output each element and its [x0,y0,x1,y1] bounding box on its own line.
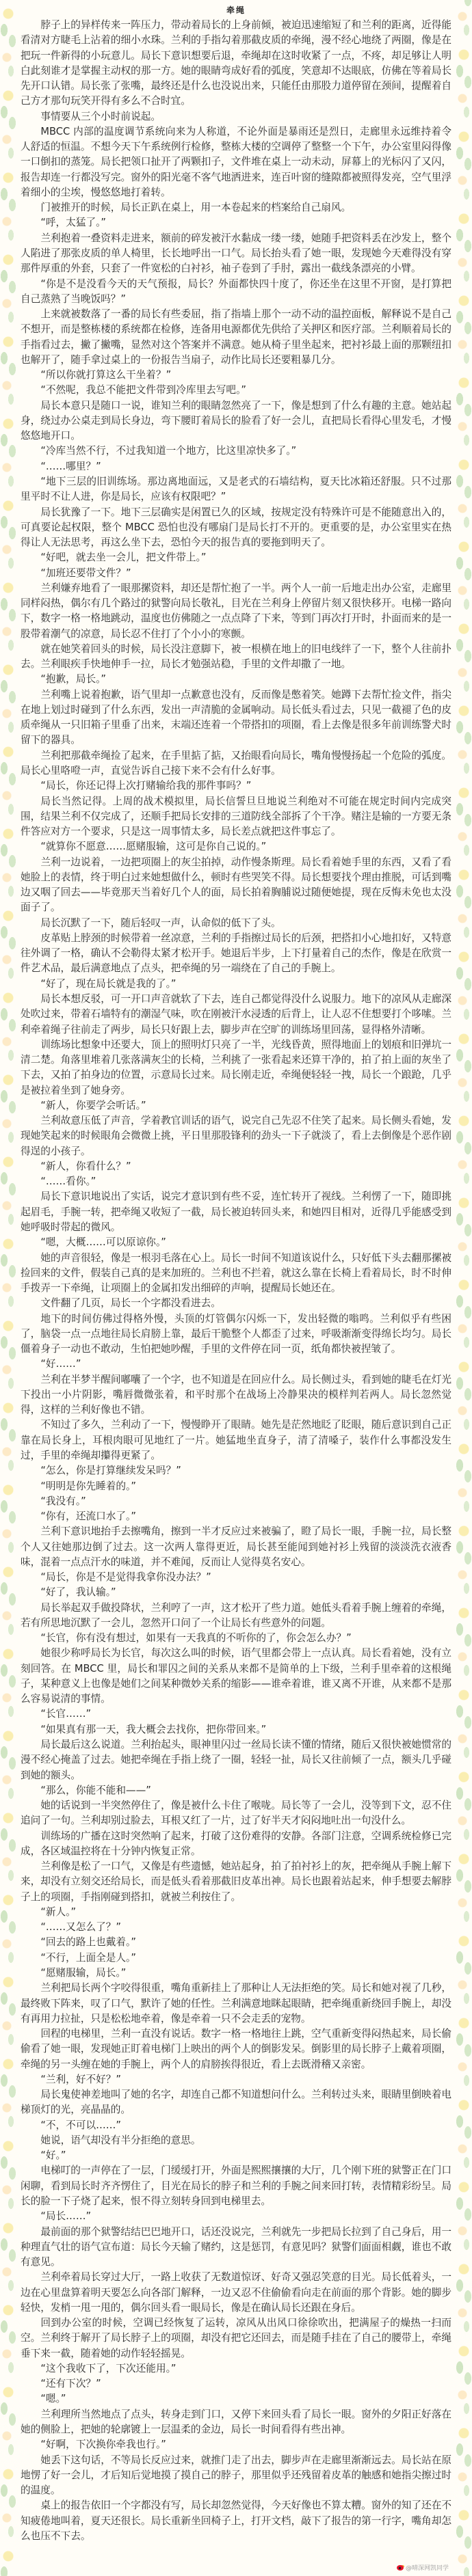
paragraph: 回到办公室的时候，空调已经恢复了运转，凉风从出风口徐徐吹出，把满屋子的燥热一扫而空。兰利终于解开了局长脖子上的项圈，却没有把它还回去，而是随手挂在了自己的腰带上，牵绳垂下来一截，随着她的动作轻轻摇晃。 [21,2317,451,2359]
paragraph: 局长本想反驳，可一开口声音就软了下去，连自己都觉得没什么说服力。地下的凉风从走廊深处吹过来，带着石墙特有的潮湿气味，吹在刚被汗水浸透的后背上，让人忍不住想要打个哆嗦。兰利牵着绳子往前走了两步，局长只好跟上去，脚步声在空旷的训练场里回荡，显得格外清晰。 [21,993,451,1035]
paragraph: 兰利像是松了一口气，又像是有些遗憾，她站起身，拍了拍衬衫上的灰，把牵绳从手腕上解下来，却没有立刻交还给局长，而是低头看着那截旧皮革出神。局长也跟着站起来，伸手想要去解脖子上的项圈，手指刚碰到搭扣，就被兰利按住了。 [21,1860,451,1903]
paragraph: 局长当然记得。上周的战术模拟里，局长信誓旦旦地说兰利绝对不可能在规定时间内完成突围，结果兰利不仅完成了，还顺手把局长安排的三道防线全部拆了个干净。赌注是输的一方要无条件答应对方一个要求，只是这一周事情太多，局长差点就把这件事忘了。 [21,795,451,838]
paragraph: 脖子上的异样传来一阵压力，带动着局长的上身前倾，被迫迅速缩短了和兰利的距离，近得能看清对方睫毛上沾着的细小水珠。兰利的手指勾着那截皮质的牵绳，漫不经心地绕了两圈，像是在把玩一件新得的小玩意儿。局长下意识想要后退，牵绳却在这时收紧了一点，不疼，却足够让人明白此刻谁才是掌握主动权的那一方。她的眼睛弯成好看的弧度，笑意却不达眼底，仿佛在等着局长先开口认错。局长张了张嘴，最终还是什么也没说出来，只能任由那股力道停留在颈间，提醒着自己方才那句玩笑开得有多么不合时宜。 [21,19,451,107]
paragraph: 训练场的广播在这时突然响了起来，打破了这份难得的安静。各部门注意，空调系统检修已完成，各区域温控将在十分钟内恢复正常。 [21,1830,451,1857]
paragraph: 就在她笑着回头的时候，局长没注意脚下，被一根横在地上的旧电线绊了一下，整个人往前扑去。兰利眼疾手快地伸手一拉，局长才勉强站稳，手里的文件却撒了一地。 [21,642,451,670]
paragraph: “好了，现在局长就是我的了。” [40,977,176,990]
paragraph: “地下三层的旧训练场。那边离地面远，又是老式的石墙结构，夏天比冰箱还舒服。只不过那里平时不让人进，你是局长，应该有权限吧？” [21,475,451,503]
paragraph: “……看你。” [40,1176,96,1188]
decorative-border-left [0,0,16,2576]
paragraph: “嗯。” [40,2393,66,2405]
paragraph: 兰利嫌弃地看了一眼那摞资料，却还是帮忙抱了一半。两个人一前一后地走出办公室，走廊里同样闷热，偶尔有几个路过的狱警向局长敬礼，目光在兰利身上停留片刻又很快移开。电梯一路向下，数字一格一格地跳动，温度也仿佛随之一点点降了下来，等到门再次打开时，扑面而来的是一股带着潮气的凉意，局长忍不住打了个小小的寒颤。 [21,582,451,640]
paragraph: “新人，你要学会听话。” [40,1099,146,1111]
paragraph: “……哪里？” [40,460,101,472]
paragraph: 她很少称呼局长为长官，每次这么叫的时候，语气里都会带上一点认真。局长看着她，没有立刻回答。在 MBCC 里，局长和罪囚之间的关系从来都不是简单的上下级，兰利手里牵着的这根绳子，某种意义上也像是她们之间某种微妙关系的缩影——谁牵着谁，谁又离不开谁，从来都不是那么容易说清的事情。 [21,1647,451,1705]
paragraph: “长官，你有没有想过，如果有一天我真的不听你的了，你会怎么办？” [40,1632,352,1644]
story-body [21,18,451,2544]
paragraph: 皮革贴上脖颈的时候带着一丝凉意，兰利的手指擦过局长的后颈，把搭扣小心地扣好，又特意往外调了一格，确认不会勒得太紧才松开手。她退后半步，上下打量着自己的杰作，像是在欣赏一件艺术品，最后满意地点了点头，把牵绳的另一端绕在了自己的手腕上。 [21,932,451,975]
paragraph: 她丢下这句话，不等局长反应过来，就推门走了出去，脚步声在走廊里渐渐远去。局长站在原地愣了好一会儿，才后知后觉地摸了摸自己的脖子，那里似乎还残留着皮革的触感和她指尖擦过时的温度。 [21,2454,451,2497]
paragraph: 兰利下意识地抬手去擦嘴角，擦到一半才反应过来被骗了，瞪了局长一眼，手腕一拉，局长整个人又往她那边倒了过去。这一次两人靠得更近，局长甚至能闻到她衬衫上残留的淡淡洗衣液香味，混着一点点汗水的味道，并不难闻，反而让人觉得莫名安心。 [21,1526,451,1568]
paragraph: “那么，你能不能和——” [40,1784,151,1796]
paragraph: 局长下意识地说出了实话，说完才意识到有些不妥，连忙转开了视线。兰利愣了一下，随即挑起眉毛，手腕一转，把牵绳又收短了一截，局长被迫转回头来，和她四目相对，近得几乎能感受到她呼吸时带起的微风。 [21,1191,451,1233]
paragraph: “局长，你还记得上次打赌输给我的那件事吗？” [40,780,252,792]
paragraph: “不然呢，我总不能把文件带到冷库里去写吧。” [40,384,246,396]
paragraph: “抱歉，局长。” [40,673,107,686]
paragraph: “所以你就打算这么干坐着？” [40,369,172,381]
paragraph: “兰利，好不好？” [40,2073,121,2085]
page-title: 牵绳 [226,5,246,15]
paragraph: 回程的电梯里，兰利一直没有说话。数字一格一格地往上跳，空气重新变得闷热起来，局长偷偷看了她一眼，发现她正盯着电梯门上映出的两个人的倒影发呆。倒影里的局长脖子上戴着项圈，牵绳的另一头缠在她的手腕上，两个人的肩膀挨得很近，看上去既滑稽又亲密。 [21,2028,451,2070]
paragraph: “冷库当然不行，不过我知道一个地方，比这里凉快多了。” [40,445,297,457]
paragraph: 她的声音很轻，像是一根羽毛落在心上。局长一时间不知道该说什么，只好低下头去翻那摞被捡回来的文件，假装自己真的是来加班的。兰利也不拦着，就这么靠在长椅上看着局长，时不时伸手拨弄一下牵绳，让项圈上的金属扣发出细碎的声响，提醒局长她还在。 [21,1251,451,1294]
paragraph: “长官……” [40,1708,92,1720]
paragraph: “你是不是没看今天的天气预报，局长？外面都快四十度了，你还坐在这里不开窗，是打算把自己蒸熟了当晚饭吗？” [21,277,451,305]
paragraph: “……又怎么了？” [40,1921,121,1934]
paragraph: “如果真有那一天，我大概会去找你，把你带回来。” [40,1723,267,1735]
paragraph: 上来就被数落了一番的局长有些委屈，指了指墙上那个一动不动的温控面板，解释说不是自己不想开，而是整栋楼的系统都在检修，连备用电源都优先供给了关押区和医疗部。兰利顺着局长的手指看过去，撇了撇嘴，显然对这个答案并不满意。她从椅子里坐起来，把衬衫最上面的那颗纽扣也解开了，随手拿过桌上的一份报告当扇子，动作比局长还要粗暴几分。 [21,308,451,366]
paragraph: 训练场比想象中还要大，顶上的照明灯只亮了一半，光线昏黄，照得地面上的划痕和旧弹坑一清二楚。角落里堆着几张落满灰尘的长椅，兰利挑了一张看起来还算干净的，拍了拍上面的灰坐了下去，又拍了拍身边的位置，示意局长过来。局长刚走近，牵绳便轻轻一拽，局长一个踉跄，几乎是被拉着坐到了她身旁。 [21,1038,451,1096]
paragraph: 兰利牵着局长穿过大厅，一路上收获了无数道惊讶、好奇又强忍笑意的目光。局长低着头，一边在心里盘算着明天要怎么向各部门解释，一边又忍不住偷偷看向走在前面的那个背影。她的脚步轻快，发梢一甩一甩的，偶尔回头看一眼局长，像是在确认局长还跟在身后。 [21,2271,451,2314]
paragraph: 她的话说到一半突然停住了，像是被什么卡住了喉咙。局长等了一会儿，没等到下文，忍不住追问了一句。兰利却别过脸去，耳根又红了一片，过了好半天才闷闷地吐出一句没什么。 [21,1800,451,1827]
paragraph: 兰利一边说着，一边把项圈上的灰尘拍掉，动作慢条斯理。局长看着她手里的东西，又看了看她脸上的表情，终于明白过来她想做什么，顿时有些哭笑不得。局长想要找个理由推脱，可话到嘴边又咽了回去——毕竟那天当着好几个人的面，局长拍着胸脯说过随便她提，现在反悔未免也太没面子了。 [21,856,451,914]
paragraph: “局长……” [40,2210,92,2223]
paragraph: “不行，上面全是人。” [40,1951,136,1964]
paragraph: 兰利把那截牵绳捡了起来，在手里掂了掂，又抬眼看向局长，嘴角慢慢扬起一个危险的弧度。局长心里咯噔一声，直觉告诉自己接下来不会有什么好事。 [21,749,451,777]
weibo-icon [397,2565,404,2571]
paragraph: “嗯，大概……可以原谅你。” [40,1236,166,1249]
paragraph: 地下的时间仿佛过得格外慢，头顶的灯管偶尔闪烁一下，发出轻微的嗡鸣。兰利似乎有些困了，脑袋一点一点地往局长肩膀上靠，最后干脆整个人都歪了过来，呼吸渐渐变得绵长均匀。局长僵着身子一动也不敢动，生怕把她吵醒，手里的文件停在同一页，纸角都快被捏皱了。 [21,1312,451,1355]
paragraph: “好……” [40,1358,81,1370]
paragraph: “愿赌服输，局长。” [40,1967,127,1979]
paragraph: 兰利理所当然地点了点头，转身走到门口，又停下来回头看了局长一眼。窗外的夕阳正好落在她的侧脸上，把她的轮廓镀上一层温柔的金边，局长一时间看得有些出神。 [21,2408,451,2435]
paragraph: “好了，我认输。” [40,1586,116,1599]
paragraph: “好啊，下次换你牵我也行。” [40,2439,166,2451]
paragraph: 桌上的报告依旧一个字都没有写，局长却忽然觉得，今天好像也不算太糟。窗外的知了还在不知疲倦地叫着，夏天还很长。局长重新坐回椅子上，打开文档，敲下了报告的第一行字，嘴角却怎么也压不下去。 [21,2499,451,2542]
paragraph: 事情要从三个小时前说起。 [40,110,161,122]
paragraph: “好。” [40,2150,66,2162]
paragraph: “加班还要带文件？” [40,567,131,579]
paragraph: “新人，你看什么？” [40,1160,131,1172]
paragraph: “明明是你先睡着的。” [40,1480,136,1492]
paragraph: 门被推开的时候，局长正趴在桌上，用一本卷起来的档案给自己扇风。 [40,202,352,214]
paragraph: 兰利在半梦半醒间嘟囔了一个字，也不知道是在回应什么。局长侧过头，看到她的睫毛在灯光下投出一小片阴影，嘴唇微微张着，和平时那个在战场上冷静果决的模样判若两人。局长忽然觉得，这样的兰利好像也不错。 [21,1373,451,1416]
paragraph: “我没有。” [40,1495,86,1507]
paragraph: 兰利抱着一叠资料走进来，额前的碎发被汗水黏成一缕一缕，她随手把资料丢在沙发上，整个人陷进了那张皮质的单人椅里，长长地呼出一口气。局长抬头看了她一眼，发现她今天难得没有穿那件厚重的外套，只套了一件宽松的白衬衫，袖子卷到了手肘，露出一截线条漂亮的小臂。 [21,232,451,275]
paragraph: “这个我收下了，下次还能用。” [40,2362,176,2374]
paragraph: “局长，你是不是觉得我拿你没办法？” [40,1571,211,1584]
paragraph: “你有，还流口水了。” [40,1510,136,1523]
decorative-border-right [456,0,472,2576]
paragraph: 兰利故意压低了声音，学着教官训话的语气，说完自己先忍不住笑了起来。局长侧头看她，发现她笑起来的时候眼角会微微上挑，平日里那股锋利的劲头一下子就淡了，看上去倒像是个恶作剧得逞的小孩子。 [21,1115,451,1157]
paragraph: 局长本意只是随口一说，谁知兰利的眼睛忽然亮了一下，像是想到了什么有趣的主意。她站起身，绕过办公桌走到局长身边，弯下腰盯着局长的脸看了好一会儿，直把局长看得心里发毛，才慢悠悠地开口。 [21,399,451,442]
watermark [397,2563,449,2572]
paragraph: 电梯叮的一声停在了一层，门缓缓打开，外面是熙熙攘攘的大厅，几个刚下班的狱警正在门口闲聊，看到局长时齐齐愣住了，目光在局长的脖子和兰利的手腕之间来回打转，表情精彩纷呈。局长的脸一下子烧了起来，恨不得立刻转身回到电梯里去。 [21,2165,451,2207]
paragraph: “怎么，你是打算继续发呆吗？” [40,1465,181,1477]
paragraph: “不，不可以……” [40,2119,121,2131]
paragraph: 她说，语气却没有半分拒绝的意思。 [40,2134,201,2146]
paragraph: 兰利嘴上说着抱歉，语气里却一点歉意也没有，反而像是憋着笑。她蹲下去帮忙捡文件，指尖在地上划过时碰到了什么东西，发出一声清脆的金属响动。局长低头看过去，只见一截褪了色的皮质牵绳从一只旧箱子里垂了出来，末端还连着一个带搭扣的项圈，看上去像是很多年前训练警犬时留下的器具。 [21,688,451,746]
paragraph: “回去的路上也戴着。” [40,1936,136,1949]
watermark-text: @晴深网凯同学 [405,2565,449,2572]
paragraph: 局长举起双手做投降状，兰利哼了一声，这才松开了些力道。她低头看着手腕上缠着的牵绳，若有所思地沉默了一会儿，忽然开口问了一个让局长有些意外的问题。 [21,1601,451,1629]
paragraph: 文件翻了几页，局长一个字都没看进去。 [40,1297,221,1310]
paragraph: 局长犹豫了一下。地下三层确实是闲置已久的区域，按规定没有特殊许可是不能随意出入的，可真要论起权限，整个 MBCC 恐怕也没有哪扇门是局长打不开的。更重要的是，办公室里实在热得让人无法思考，再这么坐下去，恐怕今天的报告真的要拖到明天了。 [21,506,451,549]
paragraph: “就算你不愿意……愿赌服输，这可是你自己说的。” [40,841,267,853]
paragraph: “新人。” [40,1906,77,1918]
paragraph: “还有下次？” [40,2378,101,2390]
paragraph: 局长鬼使神差地叫了她的名字，却连自己都不知道想问什么。兰利转过头来，眼睛里倒映着电梯顶灯的光，亮晶晶的。 [21,2089,451,2116]
paragraph: MBCC 内部的温度调节系统向来为人称道，不论外面是暴雨还是烈日，走廊里永远维持着令人舒适的恒温。不想今天下午系统例行检修，整栋大楼的空调停了整整一个下午，办公室里闷得像一口倒扣的蒸笼。局长把领口扯开了两颗扣子，文件堆在桌上一动未动，屏幕上的光标闪了又闪，报告却连一行都没写完。窗外的阳光毫不客气地洒进来，连百叶窗的缝隙都被照得发亮，空气里浮着细小的尘埃，慢悠悠地打着转。 [21,125,451,198]
paragraph: “好吧，就去坐一会儿，把文件带上。” [40,552,207,564]
paragraph: 兰利把局长两个字咬得很重，嘴角重新挂上了那种让人无法拒绝的笑。局长和她对视了几秒，最终败下阵来，叹了口气，默许了她的任性。兰利满意地眯起眼睛，把牵绳重新绕回手腕上，却没有再用力拉扯，只是松松地牵着，像是牵着一只不会走丢的宠物。 [21,1982,451,2024]
paragraph: 最前面的那个狱警结结巴巴地开口，话还没说完，兰利就先一步把局长拉到了自己身后，用一种理直气壮的语气宣布道：局长今天输了赌约，这是惩罚，有意见吗？狱警们面面相觑，谁也不敢有意见。 [21,2225,451,2268]
paragraph: 局长最后这么说道。兰利抬起头，眼神里闪过一丝局长读不懂的情绪，随后又很快被她惯常的漫不经心掩盖了过去。她把牵绳在手指上绕了一圈，轻轻一扯，局长又往前倾了一点，额头几乎碰到她的额头。 [21,1739,451,1781]
paragraph: “呼，太猛了。” [40,217,107,229]
paragraph: 局长沉默了一下，随后轻叹一声，认命似的低下了头。 [40,917,281,929]
paragraph: 不知过了多久，兰利动了一下，慢慢睁开了眼睛。她先是茫然地眨了眨眼，随后意识到自己正靠在局长身上，耳根肉眼可见地红了一片。她猛地坐直身子，清了清嗓子，装作什么事都没发生过，手里的牵绳却攥得更紧了。 [21,1419,451,1461]
